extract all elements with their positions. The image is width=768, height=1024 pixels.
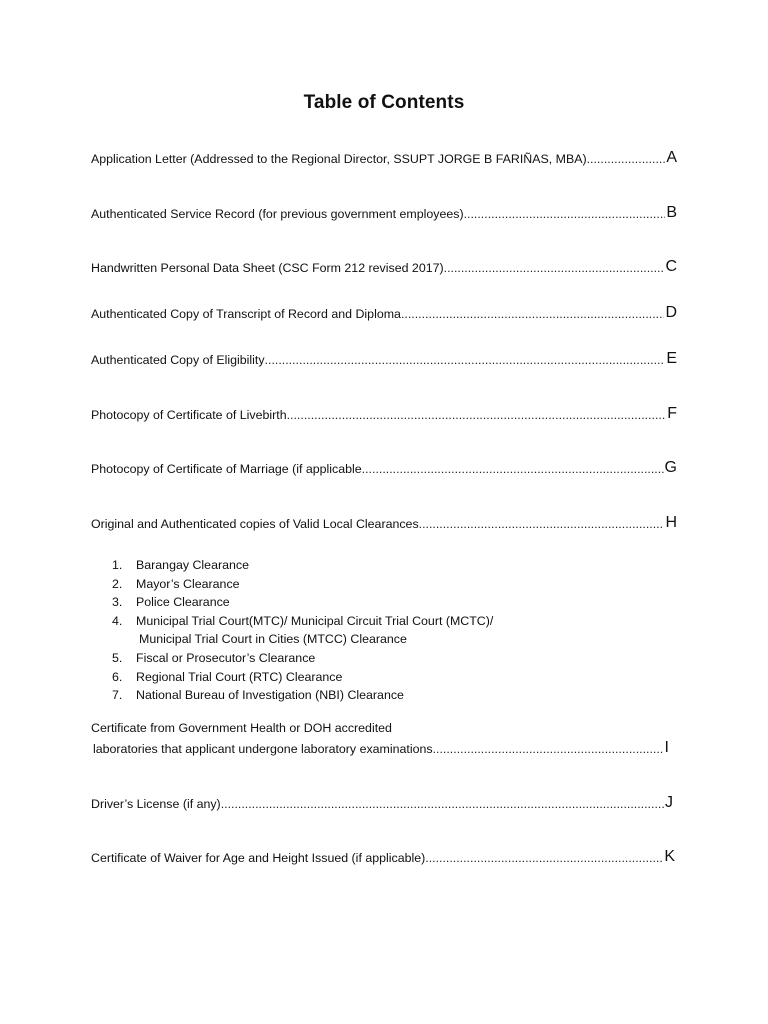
dot-leader	[265, 353, 666, 367]
dot-leader	[362, 462, 664, 476]
toc-entry-label: Driver’s License (if any)	[91, 797, 221, 811]
toc-entry-label: Authenticated Copy of Eligibility	[91, 353, 265, 367]
list-text: Municipal Trial Court in Cities (MTCC) Clearance	[139, 632, 407, 647]
list-item	[112, 686, 493, 705]
toc-entry-label: Handwritten Personal Data Sheet (CSC Form 212 revised 2017)	[91, 261, 444, 275]
list-item	[112, 668, 493, 687]
dot-leader	[221, 797, 664, 811]
toc-entry-label: Certificate of Waiver for Age and Height Issued (if applicable)	[91, 851, 426, 865]
health-certificate-line1: Certificate from Government Health or DOH accredited	[91, 721, 392, 735]
toc-entry-letter: F	[667, 405, 677, 422]
list-item	[112, 556, 493, 575]
dot-leader	[425, 851, 663, 865]
toc-entry-label: Photocopy of Certificate of Marriage (if applicable	[91, 462, 362, 476]
dot-leader	[433, 742, 664, 756]
toc-entry-k	[91, 849, 675, 865]
toc-entry-c	[91, 259, 677, 275]
toc-entry-letter: B	[666, 204, 677, 221]
toc-entry-label: laboratories that applicant undergone laboratory examinations	[93, 742, 433, 756]
list-number: 5.	[112, 650, 123, 665]
toc-entry-e	[91, 351, 677, 367]
list-text: Regional Trial Court (RTC) Clearance	[136, 669, 343, 684]
dot-leader	[464, 207, 666, 221]
list-item	[112, 612, 493, 631]
toc-entry-label: Photocopy of Certificate of Livebirth	[91, 408, 287, 422]
list-number: 3.	[112, 595, 123, 610]
list-text: Mayor’s Clearance	[136, 576, 240, 591]
list-number: 1.	[112, 558, 123, 572]
dot-leader	[444, 261, 665, 275]
toc-entry-d	[91, 305, 677, 321]
toc-entry-g	[91, 460, 677, 476]
toc-entry-letter: K	[664, 848, 675, 865]
toc-entry-label: Authenticated Copy of Transcript of Record and Diploma	[91, 307, 401, 321]
page-title: Table of Contents	[303, 92, 465, 113]
dot-leader	[587, 152, 666, 166]
list-text: National Bureau of Investigation (NBI) Clearance	[136, 688, 404, 703]
toc-entry-letter: D	[665, 304, 677, 321]
list-text: Police Clearance	[136, 595, 230, 610]
toc-entry-i	[93, 740, 669, 756]
list-number: 2.	[112, 576, 123, 591]
toc-entry-label: Authenticated Service Record (for previous government employees)	[91, 207, 464, 221]
dot-leader	[287, 408, 667, 422]
list-text: Municipal Trial Court(MTC)/ Municipal Circuit Trial Court (MCTC)/	[136, 613, 494, 628]
list-number: 4.	[112, 613, 123, 628]
toc-entry-label: Application Letter (Addressed to the Regional Director, SSUPT JORGE B FARIÑAS, MBA)	[91, 152, 587, 166]
toc-entry-letter: I	[664, 739, 669, 756]
toc-entry-letter: J	[665, 794, 673, 811]
toc-entry-h	[91, 515, 677, 531]
list-item	[112, 575, 493, 594]
clearances-list	[112, 556, 493, 705]
toc-entry-letter: A	[666, 149, 677, 166]
dot-leader	[401, 307, 665, 321]
toc-entry-a	[91, 150, 677, 166]
list-number: 6.	[112, 669, 123, 684]
toc-entry-j	[91, 795, 673, 811]
list-number: 7.	[112, 688, 123, 703]
list-item	[112, 649, 493, 668]
toc-entry-letter: E	[666, 350, 677, 367]
toc-entry-b	[91, 205, 677, 221]
toc-entry-label: Original and Authenticated copies of Valid Local Clearances	[91, 517, 419, 531]
toc-entry-letter: C	[665, 258, 677, 275]
list-item-continuation	[112, 630, 493, 649]
list-item	[112, 593, 493, 612]
dot-leader	[419, 517, 665, 531]
toc-entry-letter: G	[664, 459, 677, 476]
toc-entry-f	[91, 406, 677, 422]
toc-entry-letter: H	[665, 514, 677, 531]
list-text: Fiscal or Prosecutor’s Clearance	[136, 650, 316, 665]
list-text: Barangay Clearance	[136, 558, 249, 572]
